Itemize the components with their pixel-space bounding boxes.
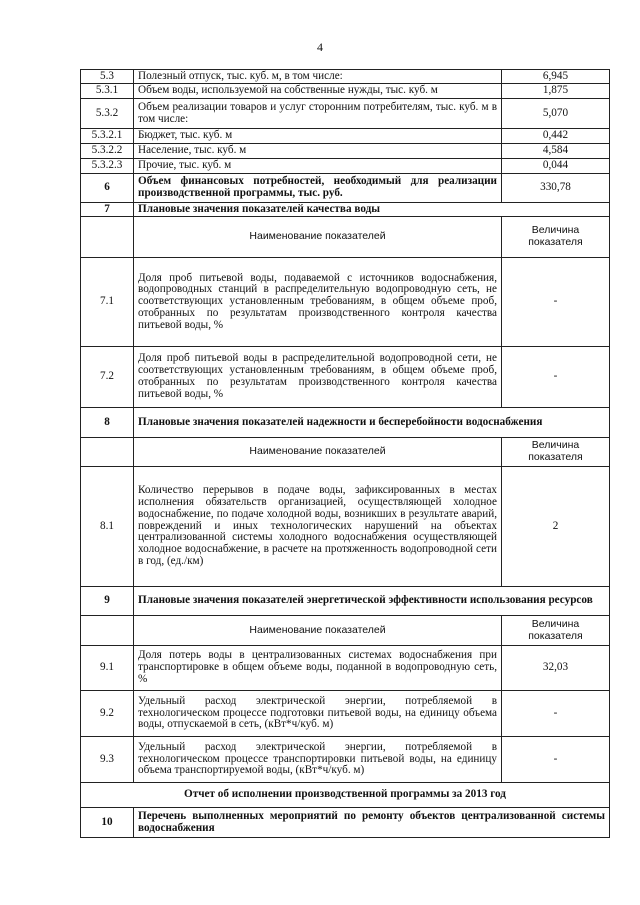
section-number: 8 bbox=[81, 408, 134, 438]
row-text: Объем финансовых потребностей, необходимый для реализации производственной программы, тыс. руб. bbox=[134, 174, 502, 203]
report-title: Отчет об исполнении производственной программы за 2013 год bbox=[81, 783, 610, 808]
section-header-row bbox=[81, 408, 610, 438]
column-header-row bbox=[81, 616, 610, 646]
row-number: 5.3.2.2 bbox=[81, 144, 134, 159]
row-text: Количество перерывов в подаче воды, зафиксированных в местах исполнения обязательств организацией, осуществляющей холодное водоснабжение, по подаче холодной воды, возникших в результате аварий, повреждений и иных технологических нарушений на объектах централизованной системы холодного водоснабжения осуществляющей холодное водоснабжение, в расчете на протяженность водопроводной сети в год, (ед./км) bbox=[134, 467, 502, 587]
report-title-row bbox=[81, 783, 610, 808]
row-text: Доля проб питьевой воды в распределительной водопроводной сети, не соответствующих установленным требованиям, в общем объеме проб, отобранных по результатам производственного контроля качества питьевой воды, % bbox=[134, 347, 502, 408]
table-row bbox=[81, 70, 610, 84]
header-name: Наименование показателей bbox=[134, 217, 502, 258]
production-program-table bbox=[80, 69, 610, 838]
section-number: 10 bbox=[81, 808, 134, 838]
table-row bbox=[81, 467, 610, 587]
row-text: Доля проб питьевой воды, подаваемой с источников водоснабжения, водопроводных станций в распределительную водопроводную сеть, не соответствующих установленным требованиям, в общем объеме проб, отобранных по результатам производственного контроля качества питьевой воды, % bbox=[134, 258, 502, 347]
row-number: 5.3.2.3 bbox=[81, 159, 134, 174]
table-row bbox=[81, 84, 610, 99]
row-value: - bbox=[502, 691, 610, 737]
row-text: Прочие, тыс. куб. м bbox=[134, 159, 502, 174]
row-number: 5.3 bbox=[81, 70, 134, 84]
section-title: Плановые значения показателей энергетической эффективности использования ресурсов bbox=[134, 587, 610, 616]
row-text: Население, тыс. куб. м bbox=[134, 144, 502, 159]
header-value: Величина показателя bbox=[502, 438, 610, 467]
table-row bbox=[81, 691, 610, 737]
row-value: 5,070 bbox=[502, 99, 610, 129]
header-value: Величина показателя bbox=[502, 616, 610, 646]
row-value: - bbox=[502, 737, 610, 783]
table-row bbox=[81, 174, 610, 203]
section-title: Плановые значения показателей надежности и бесперебойности водоснабжения bbox=[134, 408, 610, 438]
row-number: 5.3.2.1 bbox=[81, 129, 134, 144]
row-number: 8.1 bbox=[81, 467, 134, 587]
row-value: 4,584 bbox=[502, 144, 610, 159]
row-value: - bbox=[502, 347, 610, 408]
row-text: Удельный расход электрической энергии, потребляемой в технологическом процессе подготовки питьевой воды, на единицу объема воды, отпускаемой в сеть, (кВт*ч/куб. м) bbox=[134, 691, 502, 737]
table-row bbox=[81, 646, 610, 691]
table-row bbox=[81, 159, 610, 174]
row-text: Удельный расход электрической энергии, потребляемой в технологическом процессе транспортировки питьевой воды, на единицу объема транспортируемой воды, (кВт*ч/куб. м) bbox=[134, 737, 502, 783]
section-header-row bbox=[81, 808, 610, 838]
section-title: Плановые значения показателей качества воды bbox=[134, 203, 610, 217]
row-text: Полезный отпуск, тыс. куб. м, в том числе: bbox=[134, 70, 502, 84]
column-header-row bbox=[81, 217, 610, 258]
row-value: 32,03 bbox=[502, 646, 610, 691]
row-number: 9.1 bbox=[81, 646, 134, 691]
row-value: 1,875 bbox=[502, 84, 610, 99]
section-title: Перечень выполненных мероприятий по ремонту объектов централизованной системы водоснабжения bbox=[134, 808, 610, 838]
row-text: Объем воды, используемой на собственные нужды, тыс. куб. м bbox=[134, 84, 502, 99]
row-value: 0,442 bbox=[502, 129, 610, 144]
row-text: Бюджет, тыс. куб. м bbox=[134, 129, 502, 144]
table-row bbox=[81, 99, 610, 129]
row-number: 7.1 bbox=[81, 258, 134, 347]
row-number: 9.2 bbox=[81, 691, 134, 737]
header-name: Наименование показателей bbox=[134, 616, 502, 646]
table-row bbox=[81, 129, 610, 144]
table-row bbox=[81, 737, 610, 783]
row-number: 5.3.2 bbox=[81, 99, 134, 129]
row-number: 6 bbox=[81, 174, 134, 203]
row-number: 9.3 bbox=[81, 737, 134, 783]
section-number: 9 bbox=[81, 587, 134, 616]
row-value: 330,78 bbox=[502, 174, 610, 203]
section-number: 7 bbox=[81, 203, 134, 217]
row-value: 6,945 bbox=[502, 70, 610, 84]
header-name: Наименование показателей bbox=[134, 438, 502, 467]
table-row bbox=[81, 347, 610, 408]
table-row bbox=[81, 144, 610, 159]
row-number: 7.2 bbox=[81, 347, 134, 408]
row-text: Доля потерь воды в централизованных системах водоснабжения при транспортировке в общем объеме воды, поданной в водопроводную сеть, % bbox=[134, 646, 502, 691]
header-value: Величина показателя bbox=[502, 217, 610, 258]
row-value: 2 bbox=[502, 467, 610, 587]
page-number: 4 bbox=[317, 40, 323, 54]
table-row bbox=[81, 258, 610, 347]
column-header-row bbox=[81, 438, 610, 467]
section-header-row bbox=[81, 203, 610, 217]
row-number: 5.3.1 bbox=[81, 84, 134, 99]
row-value: 0,044 bbox=[502, 159, 610, 174]
section-header-row bbox=[81, 587, 610, 616]
row-text: Объем реализации товаров и услуг сторонним потребителям, тыс. куб. м в том числе: bbox=[134, 99, 502, 129]
row-value: - bbox=[502, 258, 610, 347]
